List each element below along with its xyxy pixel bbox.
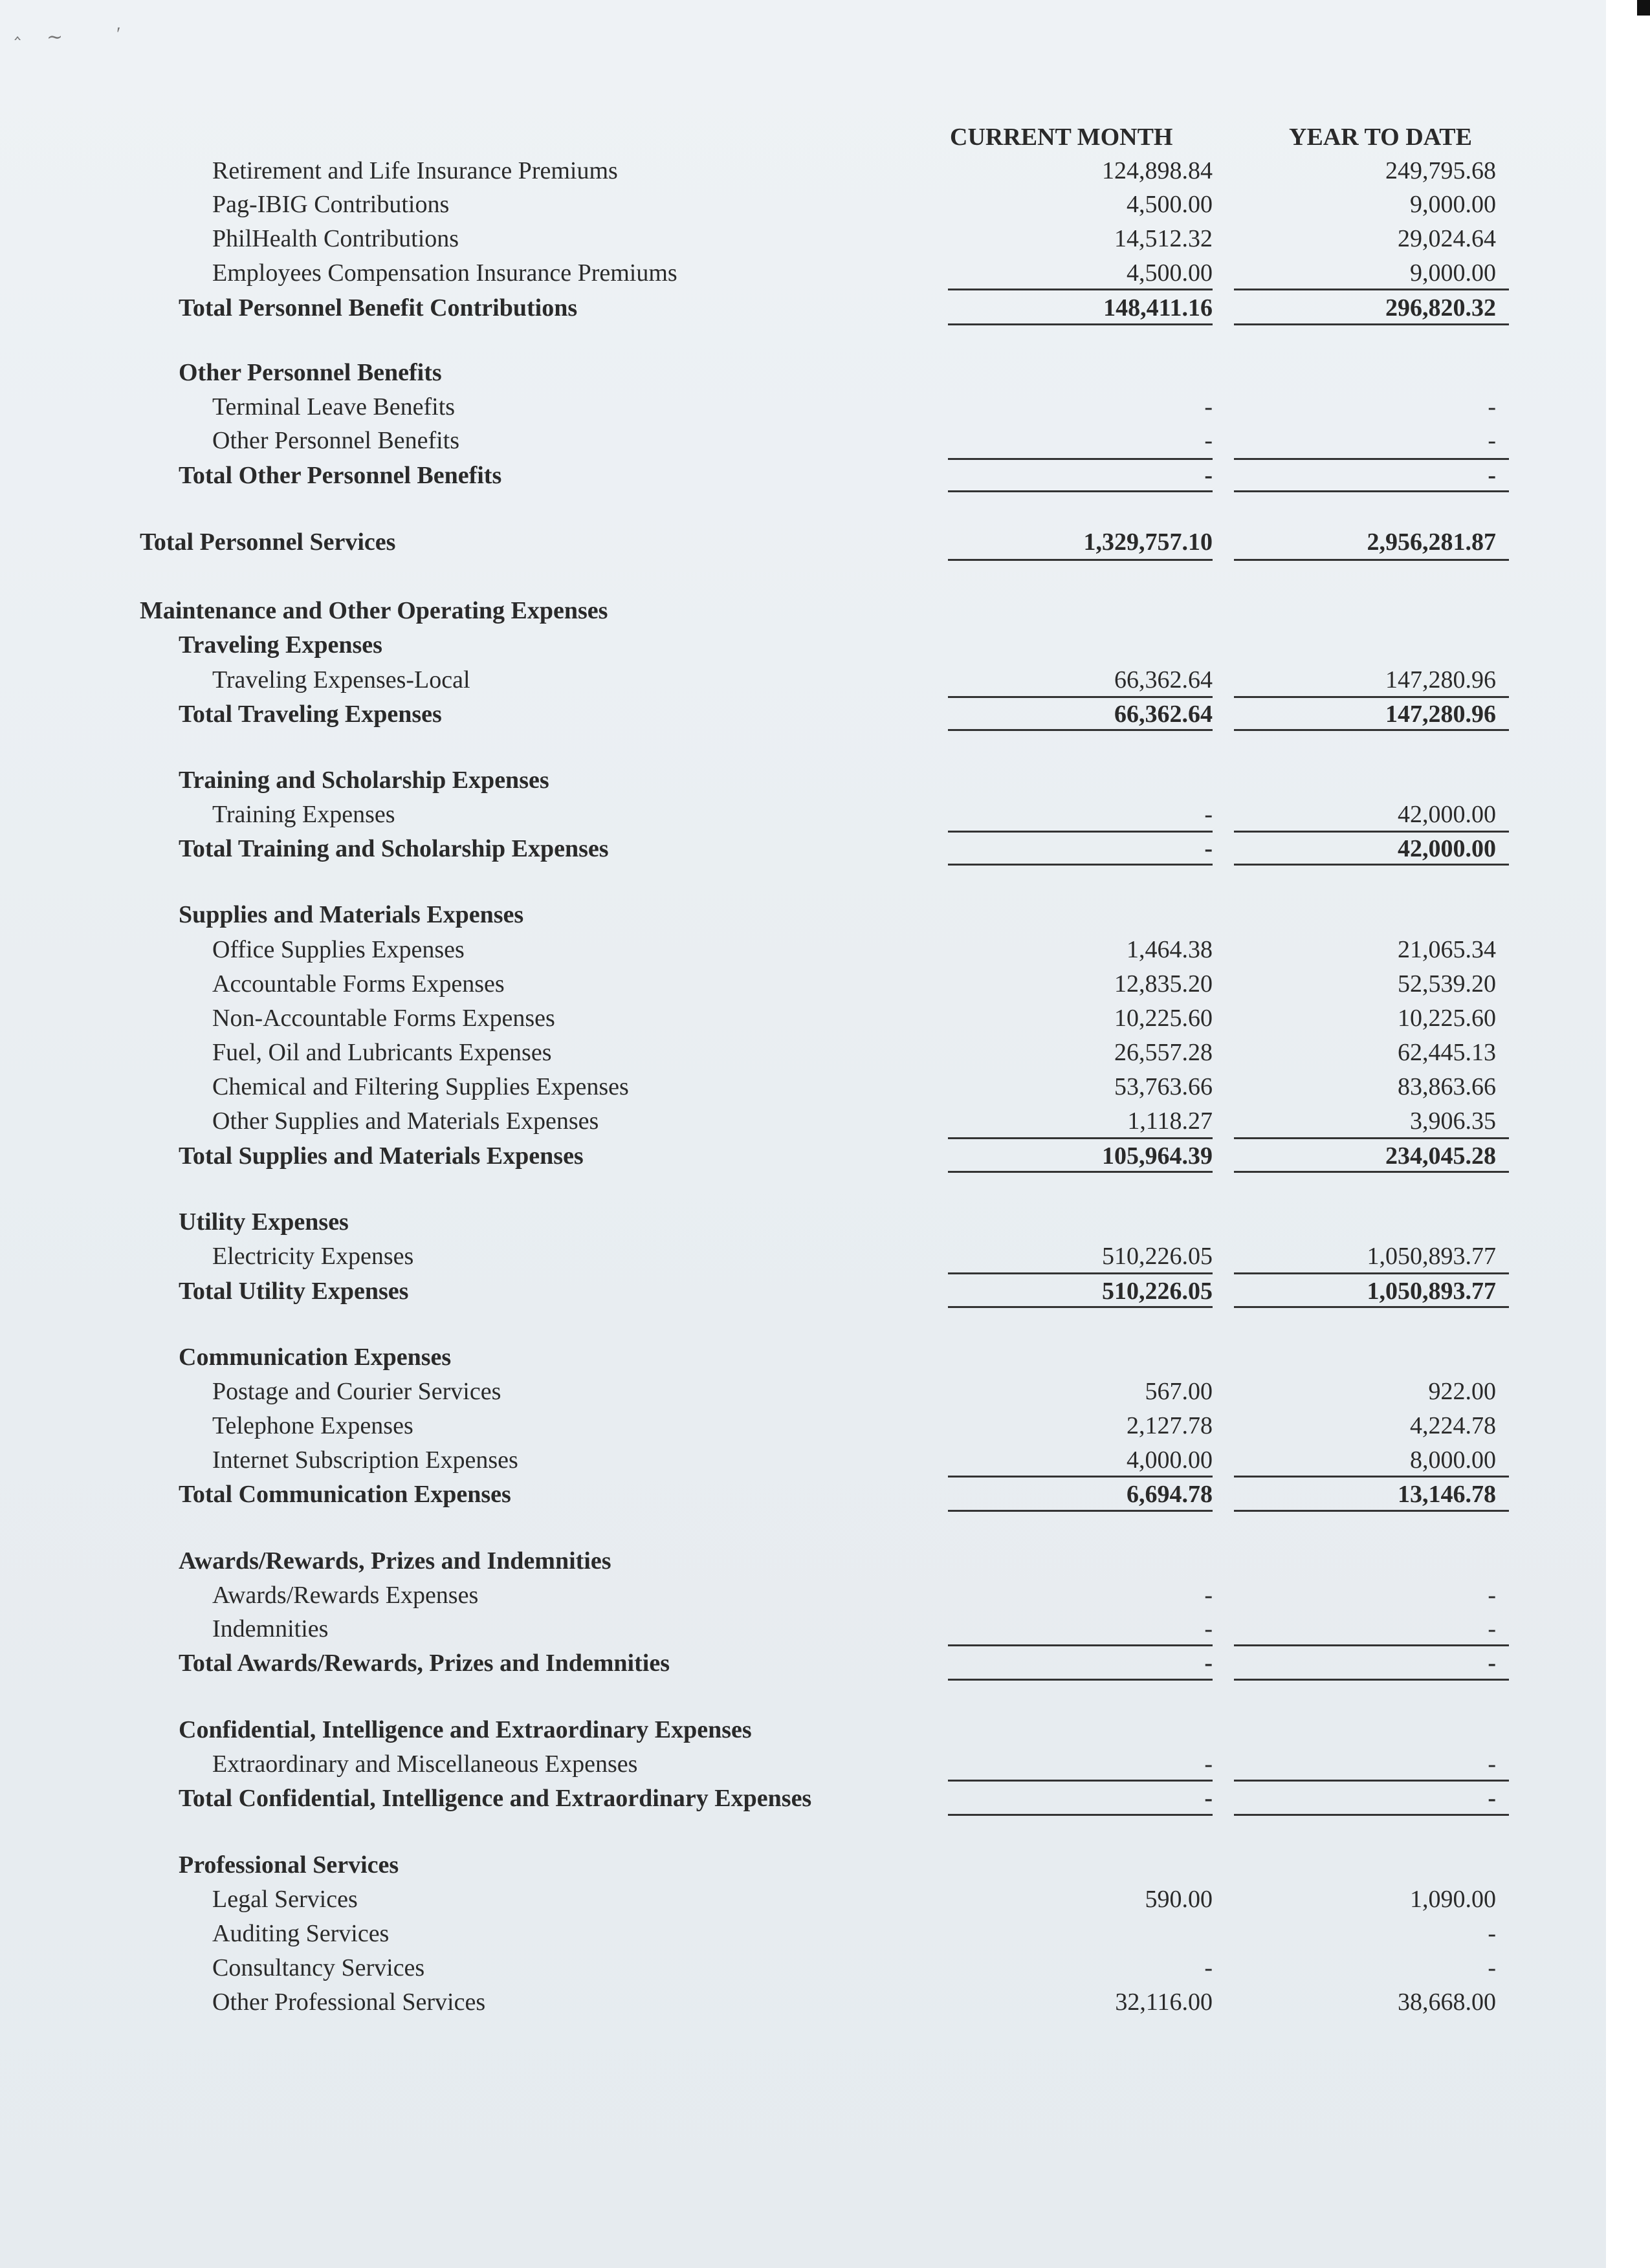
current-month-value: 590.00 bbox=[1145, 1886, 1213, 1913]
total-rule bbox=[1234, 1510, 1509, 1512]
section-heading bbox=[0, 1205, 1606, 1239]
total-rule bbox=[1234, 1814, 1509, 1816]
scan-mark: ‸ bbox=[14, 19, 21, 40]
total-row bbox=[0, 291, 1606, 325]
total-row bbox=[0, 459, 1606, 492]
row-label: Indemnities bbox=[212, 1615, 329, 1642]
current-month-value: 4,000.00 bbox=[1127, 1446, 1213, 1474]
year-to-date-value: - bbox=[1488, 1750, 1496, 1778]
scan-margin bbox=[1606, 0, 1650, 2268]
row-label: Consultancy Services bbox=[212, 1954, 425, 1981]
row-label: Pag-IBIG Contributions bbox=[212, 191, 450, 218]
table-row bbox=[0, 1951, 1606, 1985]
total-row bbox=[0, 1139, 1606, 1173]
total-rule bbox=[948, 1171, 1213, 1173]
total-rule bbox=[948, 1814, 1213, 1816]
row-label: Terminal Leave Benefits bbox=[212, 393, 456, 420]
year-to-date-value: - bbox=[1488, 427, 1496, 454]
table-row bbox=[0, 1239, 1606, 1273]
total-rule bbox=[948, 1510, 1213, 1512]
row-label: Total Training and Scholarship Expenses bbox=[179, 835, 609, 862]
current-month-value: 1,329,757.10 bbox=[1083, 529, 1213, 556]
year-to-date-value: - bbox=[1488, 1582, 1496, 1609]
year-to-date-value: - bbox=[1488, 1785, 1496, 1812]
year-to-date-value: 147,280.96 bbox=[1385, 701, 1496, 728]
year-to-date-value: 8,000.00 bbox=[1410, 1446, 1496, 1474]
row-label: Total Awards/Rewards, Prizes and Indemnities bbox=[179, 1650, 670, 1677]
column-header-current-month: CURRENT MONTH bbox=[950, 124, 1173, 151]
total-row bbox=[0, 697, 1606, 731]
year-to-date-value: 1,090.00 bbox=[1410, 1886, 1496, 1913]
year-to-date-value: - bbox=[1488, 1920, 1496, 1947]
row-label: Auditing Services bbox=[212, 1920, 390, 1947]
section-label: Other Personnel Benefits bbox=[179, 359, 442, 386]
total-rule bbox=[948, 864, 1213, 866]
total-rule bbox=[1234, 1679, 1509, 1681]
table-row bbox=[0, 1917, 1606, 1950]
year-to-date-value: - bbox=[1488, 462, 1496, 489]
row-label: Total Utility Expenses bbox=[179, 1278, 409, 1305]
row-label: Legal Services bbox=[212, 1886, 358, 1913]
table-row bbox=[0, 1036, 1606, 1069]
year-to-date-value: 3,906.35 bbox=[1410, 1107, 1496, 1135]
current-month-value: - bbox=[1204, 427, 1213, 454]
total-rule bbox=[1234, 1306, 1509, 1308]
table-row bbox=[0, 1747, 1606, 1781]
section-label: Traveling Expenses bbox=[179, 631, 382, 659]
row-label: Accountable Forms Expenses bbox=[212, 970, 505, 998]
table-row bbox=[0, 967, 1606, 1001]
year-to-date-value: 83,863.66 bbox=[1398, 1073, 1496, 1100]
section-heading bbox=[0, 594, 1606, 627]
row-label: Extraordinary and Miscellaneous Expenses bbox=[212, 1750, 638, 1778]
table-row bbox=[0, 933, 1606, 966]
current-month-value: - bbox=[1204, 1954, 1213, 1981]
grand-total-row bbox=[0, 525, 1606, 559]
table-row bbox=[0, 1985, 1606, 2019]
row-label: Total Traveling Expenses bbox=[179, 701, 442, 728]
table-row bbox=[0, 1443, 1606, 1477]
table-row bbox=[0, 188, 1606, 221]
section-label: Supplies and Materials Expenses bbox=[179, 901, 524, 928]
current-month-value: 66,362.64 bbox=[1114, 666, 1213, 693]
current-month-value: 1,118.27 bbox=[1127, 1107, 1213, 1135]
section-heading bbox=[0, 1340, 1606, 1374]
year-to-date-value: 249,795.68 bbox=[1385, 157, 1496, 184]
section-label: Professional Services bbox=[179, 1851, 399, 1879]
current-month-value: - bbox=[1204, 1785, 1213, 1812]
year-to-date-value: 1,050,893.77 bbox=[1367, 1278, 1496, 1305]
row-label: Other Supplies and Materials Expenses bbox=[212, 1107, 599, 1135]
table-row bbox=[0, 1375, 1606, 1408]
year-to-date-value: 52,539.20 bbox=[1398, 970, 1496, 998]
total-rule bbox=[1234, 490, 1509, 492]
current-month-value: - bbox=[1204, 1582, 1213, 1609]
section-label: Awards/Rewards, Prizes and Indemnities bbox=[179, 1547, 611, 1575]
table-row bbox=[0, 1070, 1606, 1104]
current-month-value: 510,226.05 bbox=[1102, 1278, 1213, 1305]
current-month-value: - bbox=[1204, 801, 1213, 828]
total-rule bbox=[948, 1679, 1213, 1681]
table-row bbox=[0, 256, 1606, 290]
table-row bbox=[0, 424, 1606, 457]
year-to-date-value: 42,000.00 bbox=[1398, 835, 1496, 862]
year-to-date-value: 2,956,281.87 bbox=[1367, 529, 1496, 556]
row-label: Chemical and Filtering Supplies Expenses bbox=[212, 1073, 629, 1100]
row-label: Traveling Expenses-Local bbox=[212, 666, 470, 693]
total-row bbox=[0, 1477, 1606, 1511]
section-label: Training and Scholarship Expenses bbox=[179, 767, 549, 794]
year-to-date-value: 4,224.78 bbox=[1410, 1412, 1496, 1439]
total-row bbox=[0, 1646, 1606, 1680]
section-label: Utility Expenses bbox=[179, 1208, 349, 1236]
year-to-date-value: 21,065.34 bbox=[1398, 936, 1496, 963]
row-label: Total Other Personnel Benefits bbox=[179, 462, 502, 489]
row-label: Employees Compensation Insurance Premiums bbox=[212, 259, 677, 287]
current-month-value: 1,464.38 bbox=[1127, 936, 1213, 963]
row-label: Other Personnel Benefits bbox=[212, 427, 460, 454]
current-month-value: - bbox=[1204, 393, 1213, 420]
row-label: Postage and Courier Services bbox=[212, 1378, 501, 1405]
row-label: Office Supplies Expenses bbox=[212, 936, 465, 963]
row-label: Awards/Rewards Expenses bbox=[212, 1582, 479, 1609]
row-label: Electricity Expenses bbox=[212, 1243, 414, 1270]
total-row bbox=[0, 1782, 1606, 1815]
current-month-value: 148,411.16 bbox=[1103, 294, 1213, 322]
scan-mark: ∼ bbox=[47, 27, 63, 48]
current-month-value: 4,500.00 bbox=[1127, 259, 1213, 287]
section-heading bbox=[0, 1848, 1606, 1882]
year-to-date-value: 38,668.00 bbox=[1398, 1989, 1496, 2016]
year-to-date-value: 147,280.96 bbox=[1385, 666, 1496, 693]
row-label: Retirement and Life Insurance Premiums bbox=[212, 157, 618, 184]
current-month-value: 510,226.05 bbox=[1102, 1243, 1213, 1270]
section-heading bbox=[0, 356, 1606, 389]
section-heading bbox=[0, 898, 1606, 932]
row-label: Total Supplies and Materials Expenses bbox=[179, 1142, 584, 1170]
table-row bbox=[0, 798, 1606, 831]
total-rule bbox=[948, 490, 1213, 492]
row-label: Training Expenses bbox=[212, 801, 395, 828]
table-row bbox=[0, 1001, 1606, 1035]
section-label: Confidential, Intelligence and Extraordinary Expenses bbox=[179, 1716, 752, 1743]
table-row bbox=[0, 1882, 1606, 1916]
year-to-date-value: 10,225.60 bbox=[1398, 1005, 1496, 1032]
year-to-date-value: - bbox=[1488, 1650, 1496, 1677]
year-to-date-value: 42,000.00 bbox=[1398, 801, 1496, 828]
current-month-value: - bbox=[1204, 835, 1213, 862]
table-row bbox=[0, 390, 1606, 424]
total-row bbox=[0, 1274, 1606, 1308]
year-to-date-value: 29,024.64 bbox=[1398, 225, 1496, 252]
total-rule bbox=[948, 323, 1213, 325]
row-label: Total Personnel Benefit Contributions bbox=[179, 294, 578, 322]
table-row bbox=[0, 222, 1606, 256]
row-label: PhilHealth Contributions bbox=[212, 225, 459, 252]
total-row bbox=[0, 832, 1606, 866]
table-row bbox=[0, 1612, 1606, 1646]
section-heading bbox=[0, 763, 1606, 797]
current-month-value: 6,694.78 bbox=[1127, 1481, 1213, 1508]
table-row bbox=[0, 154, 1606, 188]
section-label: Maintenance and Other Operating Expenses bbox=[140, 597, 608, 624]
row-label: Internet Subscription Expenses bbox=[212, 1446, 518, 1474]
total-rule bbox=[1234, 559, 1509, 561]
scan-corner-mark bbox=[1637, 0, 1650, 16]
section-heading bbox=[0, 1544, 1606, 1578]
current-month-value: 26,557.28 bbox=[1114, 1039, 1213, 1066]
year-to-date-value: 234,045.28 bbox=[1385, 1142, 1496, 1170]
year-to-date-value: 13,146.78 bbox=[1398, 1481, 1496, 1508]
section-heading bbox=[0, 1713, 1606, 1747]
total-rule bbox=[948, 1306, 1213, 1308]
current-month-value: - bbox=[1204, 462, 1213, 489]
year-to-date-value: 1,050,893.77 bbox=[1367, 1243, 1496, 1270]
year-to-date-value: - bbox=[1488, 1954, 1496, 1981]
table-row bbox=[0, 663, 1606, 697]
current-month-value: 4,500.00 bbox=[1127, 191, 1213, 218]
current-month-value: 567.00 bbox=[1145, 1378, 1213, 1405]
current-month-value: 14,512.32 bbox=[1114, 225, 1213, 252]
table-row bbox=[0, 1578, 1606, 1612]
current-month-value: 124,898.84 bbox=[1102, 157, 1213, 184]
scan-mark: ′ bbox=[116, 23, 121, 45]
current-month-value: - bbox=[1204, 1615, 1213, 1642]
current-month-value: 2,127.78 bbox=[1127, 1412, 1213, 1439]
section-heading bbox=[0, 628, 1606, 662]
year-to-date-value: 9,000.00 bbox=[1410, 191, 1496, 218]
row-label: Telephone Expenses bbox=[212, 1412, 413, 1439]
row-label: Other Professional Services bbox=[212, 1989, 486, 2016]
section-label: Communication Expenses bbox=[179, 1344, 452, 1371]
row-label: Non-Accountable Forms Expenses bbox=[212, 1005, 555, 1032]
subtotal-rule bbox=[948, 289, 1213, 290]
year-to-date-value: 62,445.13 bbox=[1398, 1039, 1496, 1066]
current-month-value: 32,116.00 bbox=[1115, 1989, 1213, 2016]
current-month-value: - bbox=[1204, 1650, 1213, 1677]
year-to-date-value: 9,000.00 bbox=[1410, 259, 1496, 287]
total-rule bbox=[1234, 729, 1509, 731]
year-to-date-value: - bbox=[1488, 1615, 1496, 1642]
year-to-date-value: - bbox=[1488, 393, 1496, 420]
year-to-date-value: 922.00 bbox=[1428, 1378, 1496, 1405]
column-header-year-to-date: YEAR TO DATE bbox=[1289, 124, 1472, 151]
table-row bbox=[0, 1104, 1606, 1138]
row-label: Total Confidential, Intelligence and Extraordinary Expenses bbox=[179, 1785, 812, 1812]
row-label: Total Personnel Services bbox=[140, 529, 396, 556]
current-month-value: 105,964.39 bbox=[1102, 1142, 1213, 1170]
year-to-date-value: 296,820.32 bbox=[1385, 294, 1496, 322]
row-label: Total Communication Expenses bbox=[179, 1481, 511, 1508]
table-row bbox=[0, 1409, 1606, 1443]
total-rule bbox=[1234, 1171, 1509, 1173]
total-rule bbox=[1234, 323, 1509, 325]
current-month-value: 12,835.20 bbox=[1114, 970, 1213, 998]
current-month-value: 10,225.60 bbox=[1114, 1005, 1213, 1032]
subtotal-rule bbox=[1234, 289, 1509, 290]
total-rule bbox=[948, 559, 1213, 561]
row-label: Fuel, Oil and Lubricants Expenses bbox=[212, 1039, 552, 1066]
current-month-value: 53,763.66 bbox=[1114, 1073, 1213, 1100]
total-rule bbox=[948, 729, 1213, 731]
current-month-value: 66,362.64 bbox=[1114, 701, 1213, 728]
total-rule bbox=[1234, 864, 1509, 866]
current-month-value: - bbox=[1204, 1750, 1213, 1778]
